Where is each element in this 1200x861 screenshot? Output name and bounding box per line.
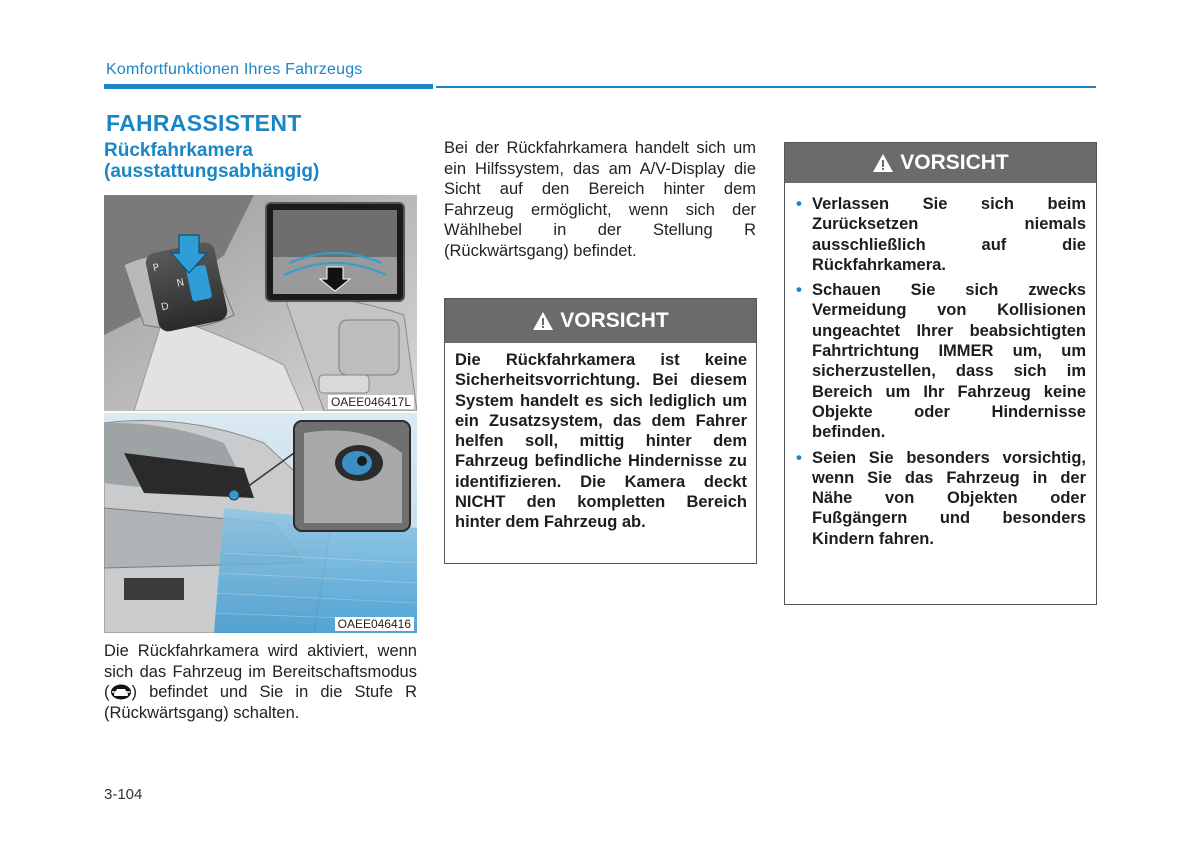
- caution-item-text: Verlassen Sie sich beim Zurücksetzen niemals ausschließlich auf die Rückfahrkamera.: [812, 195, 1086, 274]
- caution-list-item: [794, 448, 1086, 549]
- caution-box-middle: [444, 298, 757, 564]
- gear-selector-illustration: [104, 195, 417, 411]
- caution-box-right: [784, 142, 1097, 605]
- svg-text:P: P: [151, 262, 161, 275]
- figure-rear-camera: [104, 413, 417, 633]
- activation-text-start: Die Rückfahrkamera wird aktiviert, wenn sich das Fahrzeug im Bereitschaftsmodus (: [104, 642, 417, 701]
- bullet-icon: •: [796, 194, 802, 213]
- svg-text:N: N: [175, 277, 186, 290]
- svg-text:D: D: [160, 301, 171, 314]
- caution-text: Die Rückfahrkamera ist keine Sicherheitsvorrichtung. Bei diesem System handelt es sich lediglich um ein Zusatzsystem, das dem Fahrer helfen soll, mittig hinter dem Fahrzeug befindliche Hindernisse zu identifizieren. Die Kamera deckt NICHT den kompletten Bereich hinter dem Fahrzeug ab.: [455, 351, 747, 532]
- caution-heading: VORSICHT: [900, 151, 1009, 174]
- page-number: 3-104: [104, 786, 143, 803]
- figure-code: OAEE046417L: [328, 395, 414, 409]
- subsection-title: Rückfahrkamera (ausstattungsabhängig): [104, 140, 320, 182]
- activation-paragraph: [104, 641, 417, 723]
- warning-triangle-icon: [532, 311, 554, 331]
- caution-header: [445, 299, 756, 343]
- figure-code: OAEE046416: [335, 617, 414, 631]
- header-rule-thin: [436, 86, 1096, 88]
- chapter-header: Komfortfunktionen Ihres Fahrzeugs: [106, 61, 363, 78]
- figure-gear-selector: [104, 195, 417, 411]
- caution-item-text: Seien Sie besonders vorsichtig, wenn Sie das Fahrzeug in der Nähe von Objekten oder Fußgängern und besonders Kindern fahren.: [812, 448, 1086, 548]
- bullet-icon: •: [796, 280, 802, 300]
- caution-list-item: [794, 280, 1086, 442]
- header-rule-thick: [104, 84, 433, 89]
- caution-list-item: [794, 194, 1086, 275]
- bullet-icon: •: [796, 447, 802, 467]
- camera-description-paragraph: Bei der Rückfahrkamera handelt sich um ein Hilfssystem, das am A/V-Display die Sicht auf den Bereich hinter dem Fahrzeug ermöglicht, wenn sich der Wählhebel in der Stellung R (Rückwärtsgang) befindet.: [444, 139, 756, 260]
- caution-item-text: Schauen Sie sich zwecks Vermeidung von Kollisionen ungeachtet Ihrer beabsichtigten Fahrtrichtung IMMER um, um sicherzustellen, dass sich im Bereich um Ihr Fahrzeug keine Objekte oder Hindernisse befinden.: [812, 281, 1086, 442]
- ready-mode-car-icon: [110, 684, 132, 700]
- caution-list: [785, 183, 1096, 549]
- caution-header: [785, 143, 1096, 183]
- warning-triangle-icon: [872, 153, 894, 173]
- activation-text-end: ) befindet und Sie in die Stufe R (Rückwärtsgang) schalten.: [104, 683, 417, 722]
- caution-heading: VORSICHT: [560, 309, 669, 332]
- rear-camera-illustration: [104, 413, 417, 633]
- section-title: FAHRASSISTENT: [106, 110, 302, 136]
